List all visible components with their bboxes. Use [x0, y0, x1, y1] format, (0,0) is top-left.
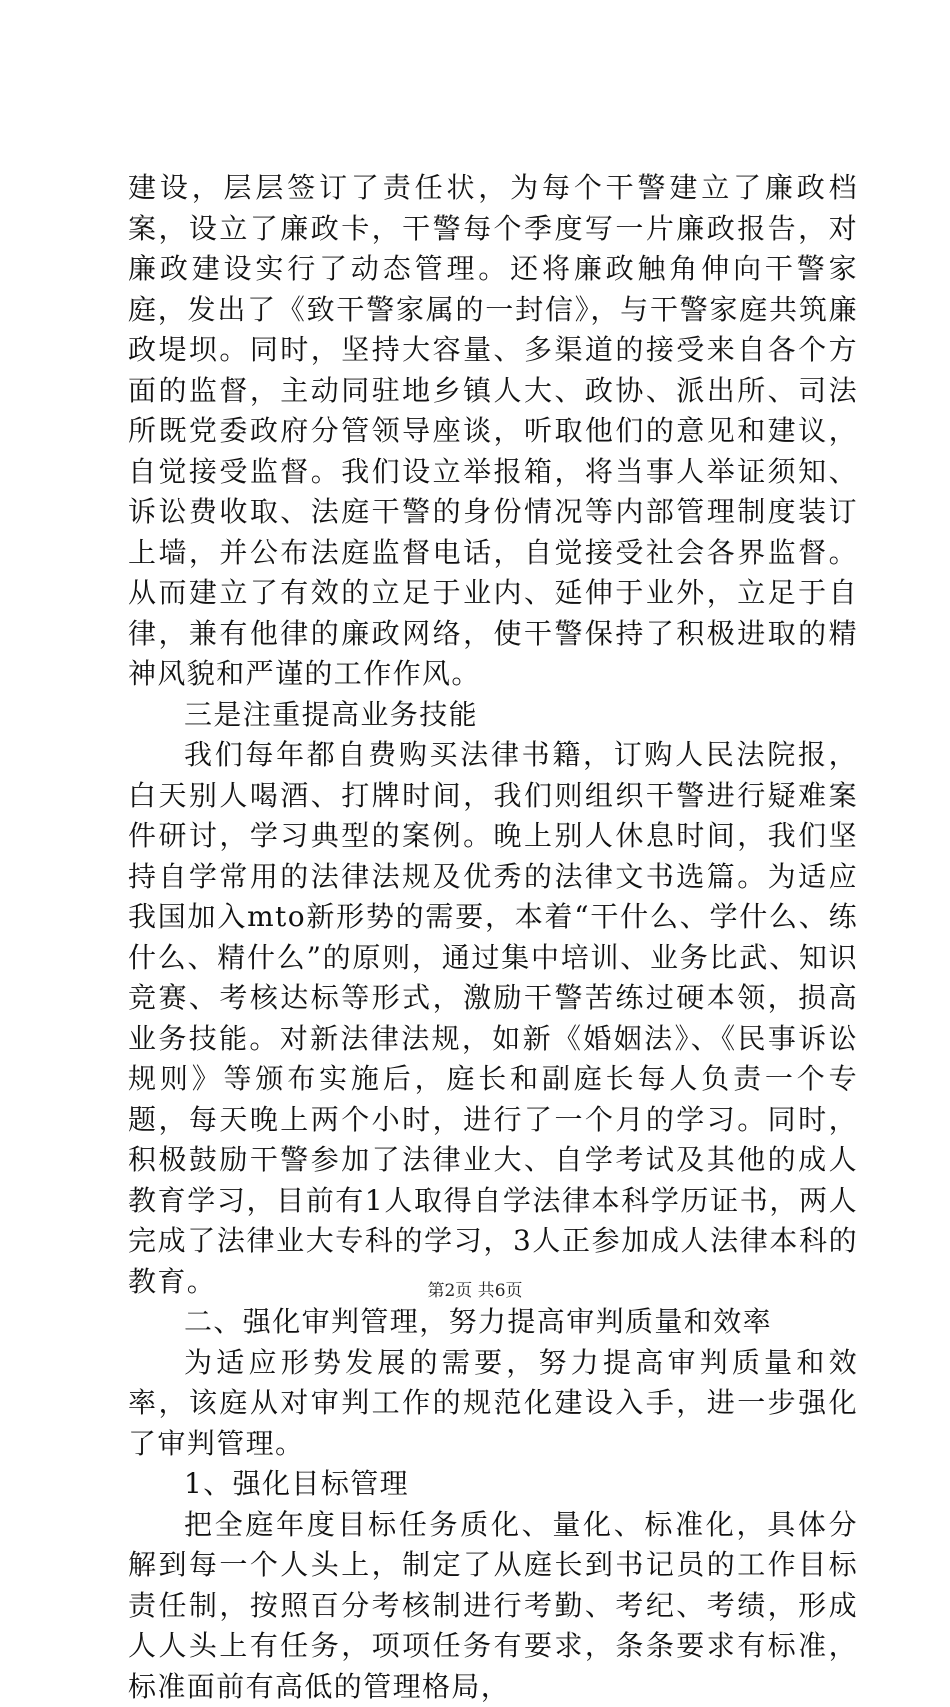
document-body — [128, 168, 858, 1707]
heading-trial-management: 二、强化审判管理，努力提高审判质量和效率 — [128, 1302, 858, 1343]
heading-target-management: 1、强化目标管理 — [128, 1464, 858, 1505]
paragraph-target-management: 把全庭年度目标任务质化、量化、标准化，具体分解到每一个人头上，制定了从庭长到书记员的工作目标责任制，按照百分考核制进行考勤、考纪、考绩，形成人人头上有任务，项项任务有要求，条条要求有标准，标准面前有高低的管理格局， — [128, 1505, 858, 1707]
page-number-footer: 第2页 共6页 — [0, 1276, 950, 1301]
paragraph-trial-management: 为适应形势发展的需要，努力提高审判质量和效率，该庭从对审判工作的规范化建设入手，进一步强化了审判管理。 — [128, 1343, 858, 1465]
paragraph-business-skills: 我们每年都自费购买法律书籍，订购人民法院报，白天别人喝酒、打牌时间，我们则组织干警进行疑难案件研讨，学习典型的案例。晚上别人休息时间，我们坚持自学常用的法律法规及优秀的法律文书选篇。为适应我国加入mto新形势的需要，本着“干什么、学什么、练什么、精什么”的原则，通过集中培训、业务比武、知识竞赛、考核达标等形式，激励干警苦练过硬本领，损高业务技能。对新法律法规，如新《婚姻法》、《民事诉讼规则》等颁布实施后，庭长和副庭长每人负责一个专题，每天晚上两个小时，进行了一个月的学习。同时，积极鼓励干警参加了法律业大、自学考试及其他的成人教育学习，目前有1人取得自学法律本科学历证书，两人完成了法律业大专科的学习，3人正参加成人法律本科的教育。 — [128, 735, 858, 1302]
paragraph-continued: 建设，层层签订了责任状，为每个干警建立了廉政档案，设立了廉政卡，干警每个季度写一片廉政报告，对廉政建设实行了动态管理。还将廉政触角伸向干警家庭，发出了《致干警家属的一封信》，与干警家庭共筑廉政堤坝。同时，坚持大容量、多渠道的接受来自各个方面的监督，主动同驻地乡镇人大、政协、派出所、司法所既党委政府分管领导座谈，听取他们的意见和建议，自觉接受监督。我们设立举报箱，将当事人举证须知、诉讼费收取、法庭干警的身份情况等内部管理制度装订上墙，并公布法庭监督电话，自觉接受社会各界监督。从而建立了有效的立足于业内、延伸于业外，立足于自律，兼有他律的廉政网络，使干警保持了积极进取的精神风貌和严谨的工作作风。 — [128, 168, 858, 695]
heading-business-skills: 三是注重提高业务技能 — [128, 695, 858, 736]
